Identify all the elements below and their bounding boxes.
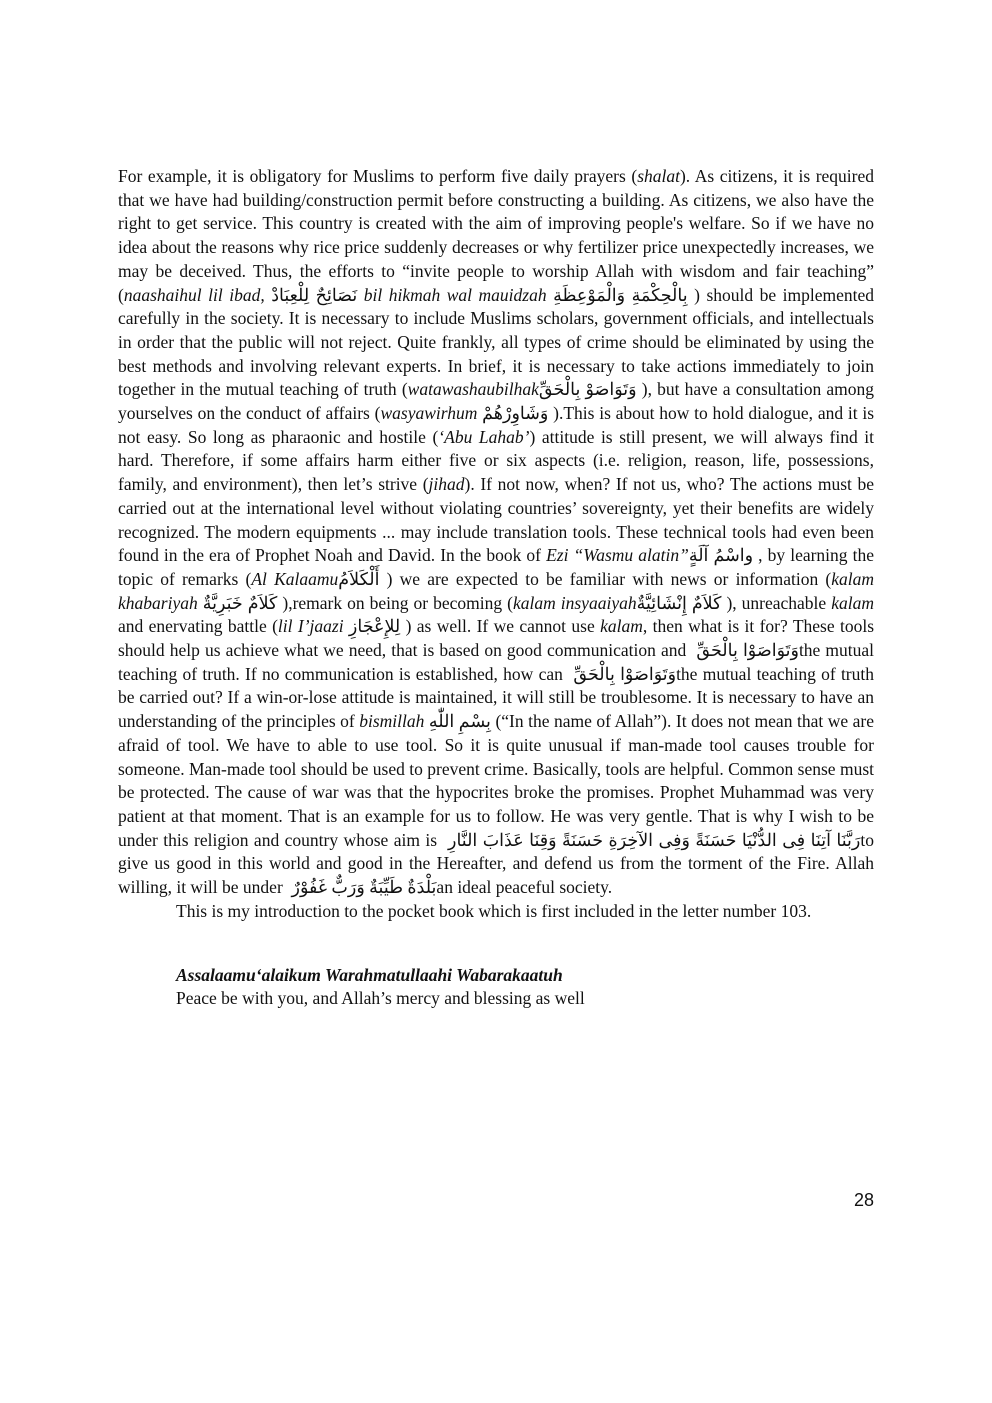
text-run: and enervating battle ( <box>118 616 278 637</box>
italic-term: jihad <box>428 474 465 495</box>
greeting-translation: Peace be with you, and Allah’s mercy and blessing as well <box>176 988 585 1009</box>
italic-term: ‘Abu Lahab’ <box>438 426 530 447</box>
italic-term: kalam <box>831 592 874 613</box>
closing-salutation <box>118 964 874 1011</box>
text-run: ) as well. If we cannot use <box>405 616 601 637</box>
italic-term: naashaihul lil ibad, <box>123 284 265 305</box>
text-run: ), but have a consultation among yourselves on the conduct of affairs ( <box>118 379 875 424</box>
arabic-text: أَلْكَلاَمُ <box>338 568 387 589</box>
paragraph-2: This is my introduction to the pocket book which is first included in the letter number 103. <box>176 900 812 921</box>
italic-term: shalat <box>637 166 680 186</box>
arabic-text: لِلإِعْجَازِ <box>343 616 406 637</box>
arabic-text: وَتَوَاصَوْا بِالْحَقِّ <box>568 663 677 684</box>
arabic-text: واسْمُ آلَةٍ <box>688 545 759 566</box>
text-run: to give us good in this world and good in the Hereafter, and defend us from the torment of the Fire. Allah willing, it will be under <box>118 829 874 898</box>
text-run: ) attitude is still present, we will always find it hard. Therefore, if some affairs harm either five or six aspects (i.e. religion, reason, life, possessions, family, and environment), then let’s strive ( <box>118 426 875 495</box>
text-run: ). As citizens, it is required that we have had building/construction permit before constructing a building. As citizens, we also have the right to get service. This country is created with the aim of improving people's welfare. So if we have no idea about the reasons why rice price suddenly decreases or why fertilizer price unexpectedly increases, we may be deceived. Thus, the efforts to “invite people to worship Allah with wisdom and fair teaching” ( <box>118 166 874 305</box>
text-run: , then what is it for? These tools should help us achieve what we need, that is based on good communication and <box>118 616 875 661</box>
text-run: ).This is about how to hold dialogue, and it is not easy. So long as pharaonic and hostile ( <box>118 403 874 447</box>
italic-term: kalam khabariyah <box>118 568 875 613</box>
italic-term: bismillah <box>359 711 425 732</box>
italic-term: watawashaubilhak <box>407 379 539 400</box>
italic-term: wasyawirhum <box>380 403 478 424</box>
document-body <box>118 165 874 1011</box>
text-run: ) we are expected to be familiar with news or information ( <box>386 568 832 589</box>
text-run: (“In the name of Allah”). It does not mean that we are afraid of tool. We have to able to use tool. So it is quite unusual if man-made tool causes trouble for someone. Man-made tool should be used to prevent crime. Basically, tools are helpful. Common sense must be protected. The cause of war was that the hypocrites broke the promises. Prophet Muhammad was very patient at that moment. That is an example for us to follow. He was very gentle. That is why I wish to be under this religion and country whose aim is <box>118 711 874 850</box>
italic-term: Ezi “Wasmu alatin” <box>546 545 689 566</box>
text-run: ), unreachable <box>726 592 832 613</box>
arabic-text: بِالْحِكْمَةِ وَالْمَوْعِظَةِ <box>546 284 695 305</box>
text-run: an ideal peaceful society. <box>436 877 613 898</box>
arabic-greeting: Assalaamu‘alaikum Warahmatullaahi Wabarakaatuh <box>176 964 563 985</box>
italic-term: kalam insyaaiyah <box>512 592 637 613</box>
text-run: For example, it is obligatory for Muslims to perform five daily prayers ( <box>118 166 638 186</box>
arabic-text: وَتَوَاصَوْا بِالْحَقِّ <box>691 640 799 661</box>
text-run: ). If not now, when? If not us, who? The actions must be carried out at the international level without violating countries’ sovereignty, yet their benefits are widely recognized. The modern equipments ... may include translation tools. These technical tools had even been found in the era of Prophet Noah and David. In the book of <box>118 474 874 566</box>
text-run: , by learning the topic of remarks ( <box>118 545 874 589</box>
paragraph-1 <box>118 165 874 900</box>
arabic-text: وَشَاوِرْهُمْ <box>477 403 554 424</box>
italic-term: lil I’jaazi <box>277 616 344 637</box>
arabic-text: بِسْمِ اللّٰهِ <box>424 711 496 732</box>
italic-term: kalam <box>600 616 643 637</box>
arabic-text: رَبَّنَا آتِنَا فِى الدُّنْيَا حَسَنَةً وَفِى الآخِرَةِ حَسَنَةً وَقِنَا عَذَابَ النَّارِ <box>442 829 861 850</box>
page-number: 28 <box>853 1190 874 1210</box>
italic-term: bil hikmah wal mauidzah <box>363 284 547 305</box>
arabic-text: وَتَوَاصَوْ بِالْحَقِّ <box>538 379 642 400</box>
text-run: ) should be implemented carefully in the society. It is necessary to include Muslims scholars, government officials, and intellectuals in order that the public will not reject. Quite frankly, all types of crime should be eliminated by using the best methods and involving relevant experts. In brief, it is necessary to take actions immediately to join together in the mutual teaching of truth ( <box>118 284 875 400</box>
arabic-text: كَلاَمٌ إِنْشَائِيَّةٌ <box>636 592 727 613</box>
arabic-text: نَصَائِحٌ لِلْعِبَادْ <box>264 284 364 305</box>
arabic-text: بَلْدَةٌ طَيِّبَةٌ وَرَبٌّ غَفُوْرٌ <box>287 877 437 898</box>
text-run: the mutual teaching of truth be carried out? If a win-or-lose attitude is maintained, it will still be troublesome. It is necessary to have an understanding of the principles of <box>118 663 874 732</box>
text-run: the mutual teaching of truth. If no communication is established, how can <box>118 640 875 684</box>
arabic-text: كَلاَمٌ خَبَرِيَّةٌ <box>197 592 283 613</box>
text-run: ),remark on being or becoming ( <box>282 592 513 613</box>
italic-term: Al Kalaamu <box>251 568 339 589</box>
